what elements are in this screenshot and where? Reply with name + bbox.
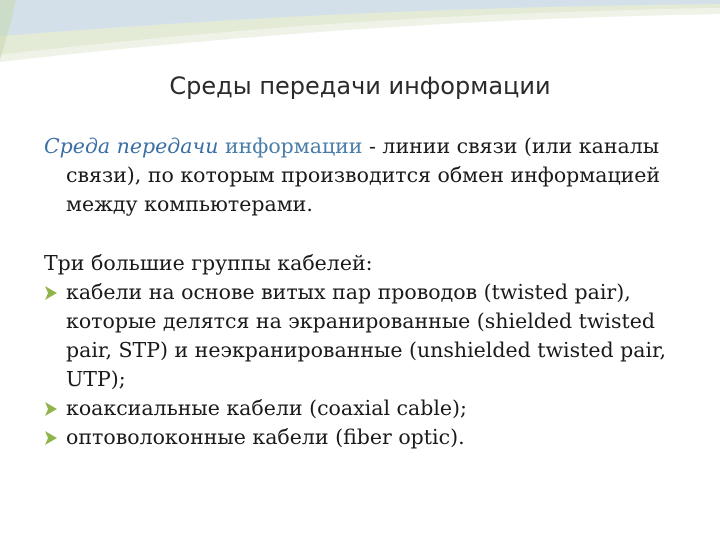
definition-paragraph: [44, 132, 684, 219]
list-item-text: оптоволоконные кабели (fiber optic).: [66, 425, 465, 449]
header-decoration: [0, 0, 720, 120]
groups-heading: Три большие группы кабелей:: [44, 251, 373, 275]
arrow-bullet-icon: [44, 278, 66, 307]
arrow-bullet-icon: [44, 394, 66, 423]
definition-term-italic: Среда передачи: [44, 134, 219, 158]
list-item-text: коаксиальные кабели (coaxial cable);: [66, 396, 467, 420]
list-item: [44, 278, 684, 394]
list-item-text: кабели на основе витых пар проводов (twisted pair), которые делятся на экранированные (shielded twisted pair, STP) и неэкранированные (unshielded twisted pair, UTP);: [66, 280, 667, 391]
definition-term-rest: информации: [218, 134, 363, 158]
slide-title: Среды передачи информации: [169, 72, 551, 100]
definition-text: - линии связи (или каналы связи), по которым производится обмен информацией между компьютерами.: [66, 134, 661, 216]
list-item: [44, 423, 684, 452]
list-item: [44, 394, 684, 423]
slide-content: [44, 132, 684, 452]
spacer: [44, 219, 684, 249]
arrow-bullet-icon: [44, 423, 66, 452]
